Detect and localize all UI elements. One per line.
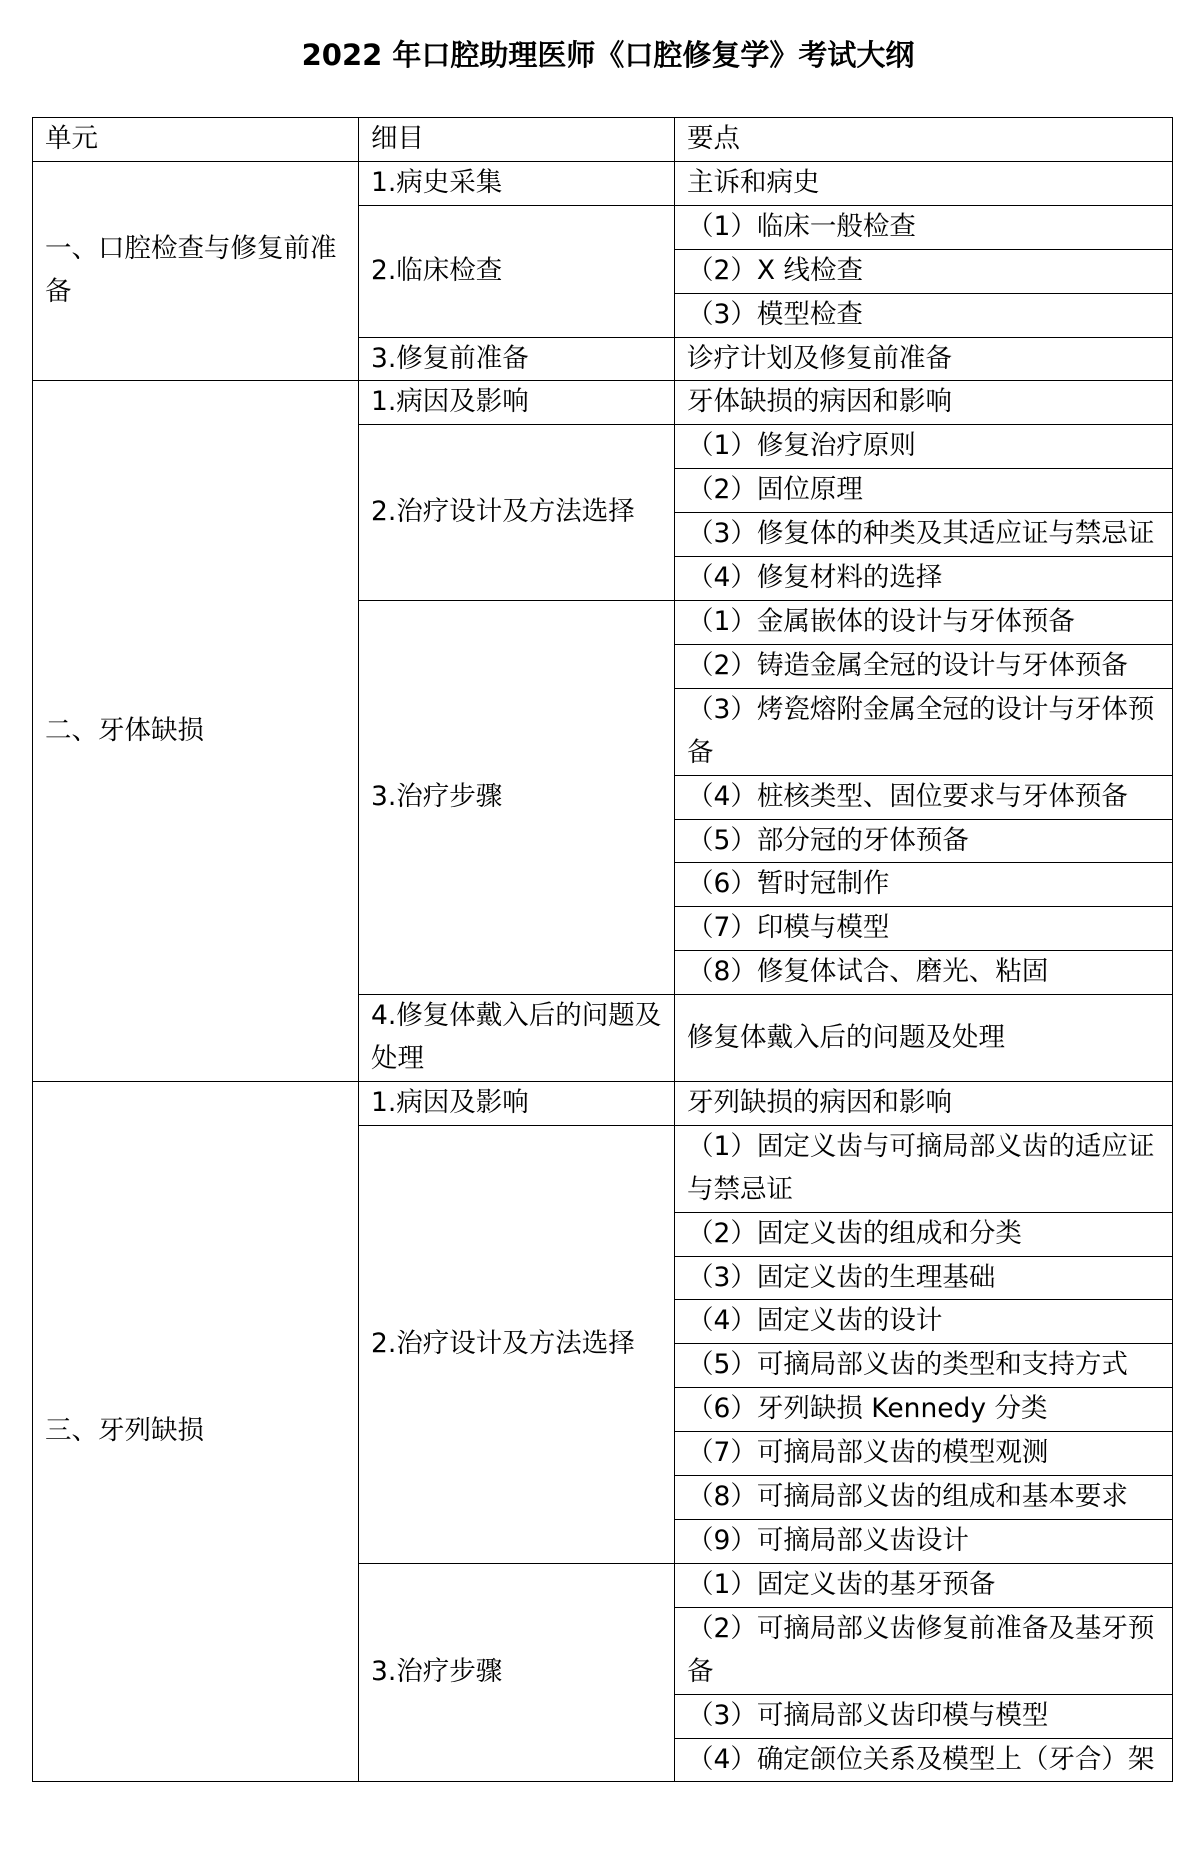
header-unit: 单元 — [33, 118, 359, 162]
point-cell: （3）修复体的种类及其适应证与禁忌证 — [675, 513, 1173, 557]
unit-cell: 三、牙列缺损 — [33, 1081, 359, 1782]
item-cell: 3.治疗步骤 — [359, 1563, 675, 1782]
point-cell: （1）修复治疗原则 — [675, 425, 1173, 469]
point-cell: （5）部分冠的牙体预备 — [675, 819, 1173, 863]
point-cell: （1）金属嵌体的设计与牙体预备 — [675, 600, 1173, 644]
point-cell: （2）固位原理 — [675, 469, 1173, 513]
item-cell: 3.治疗步骤 — [359, 600, 675, 994]
item-cell: 1.病因及影响 — [359, 1081, 675, 1125]
point-cell: 主诉和病史 — [675, 161, 1173, 205]
item-cell: 2.治疗设计及方法选择 — [359, 425, 675, 601]
point-cell: （8）修复体试合、磨光、粘固 — [675, 951, 1173, 995]
point-cell: （2）铸造金属全冠的设计与牙体预备 — [675, 644, 1173, 688]
point-cell: 牙列缺损的病因和影响 — [675, 1081, 1173, 1125]
header-points: 要点 — [675, 118, 1173, 162]
item-cell: 4.修复体戴入后的问题及处理 — [359, 995, 675, 1082]
point-cell: 牙体缺损的病因和影响 — [675, 381, 1173, 425]
point-cell: （6）暂时冠制作 — [675, 863, 1173, 907]
point-cell: （1）固定义齿的基牙预备 — [675, 1563, 1173, 1607]
point-cell: （4）桩核类型、固位要求与牙体预备 — [675, 775, 1173, 819]
item-cell: 2.治疗设计及方法选择 — [359, 1125, 675, 1563]
point-cell: 修复体戴入后的问题及处理 — [675, 995, 1173, 1082]
point-cell: （1）固定义齿与可摘局部义齿的适应证与禁忌证 — [675, 1125, 1173, 1212]
point-cell: （2）可摘局部义齿修复前准备及基牙预备 — [675, 1607, 1173, 1694]
point-cell: （3）固定义齿的生理基础 — [675, 1256, 1173, 1300]
point-cell: （3）可摘局部义齿印模与模型 — [675, 1694, 1173, 1738]
header-item: 细目 — [359, 118, 675, 162]
header-row — [33, 118, 1173, 162]
item-cell: 1.病因及影响 — [359, 381, 675, 425]
point-cell: （7）可摘局部义齿的模型观测 — [675, 1432, 1173, 1476]
table-row — [33, 1081, 1173, 1125]
item-cell: 3.修复前准备 — [359, 337, 675, 381]
point-cell: （3）模型检查 — [675, 293, 1173, 337]
point-cell: （4）修复材料的选择 — [675, 557, 1173, 601]
syllabus-table — [32, 117, 1173, 1782]
item-cell: 1.病史采集 — [359, 161, 675, 205]
point-cell: （7）印模与模型 — [675, 907, 1173, 951]
point-cell: （9）可摘局部义齿设计 — [675, 1520, 1173, 1564]
point-cell: （5）可摘局部义齿的类型和支持方式 — [675, 1344, 1173, 1388]
document-title: 2022 年口腔助理医师《口腔修复学》考试大纲 — [301, 38, 915, 72]
point-cell: 诊疗计划及修复前准备 — [675, 337, 1173, 381]
point-cell: （4）确定颌位关系及模型上（牙合）架 — [675, 1738, 1173, 1782]
unit-cell: 一、口腔检查与修复前准备 — [33, 161, 359, 381]
unit-cell: 二、牙体缺损 — [33, 381, 359, 1082]
item-cell: 2.临床检查 — [359, 205, 675, 337]
point-cell: （1）临床一般检查 — [675, 205, 1173, 249]
point-cell: （3）烤瓷熔附金属全冠的设计与牙体预备 — [675, 688, 1173, 775]
point-cell: （2）固定义齿的组成和分类 — [675, 1212, 1173, 1256]
point-cell: （2）X 线检查 — [675, 249, 1173, 293]
table-row — [33, 381, 1173, 425]
point-cell: （4）固定义齿的设计 — [675, 1300, 1173, 1344]
point-cell: （6）牙列缺损 Kennedy 分类 — [675, 1388, 1173, 1432]
table-row — [33, 161, 1173, 205]
point-cell: （8）可摘局部义齿的组成和基本要求 — [675, 1476, 1173, 1520]
